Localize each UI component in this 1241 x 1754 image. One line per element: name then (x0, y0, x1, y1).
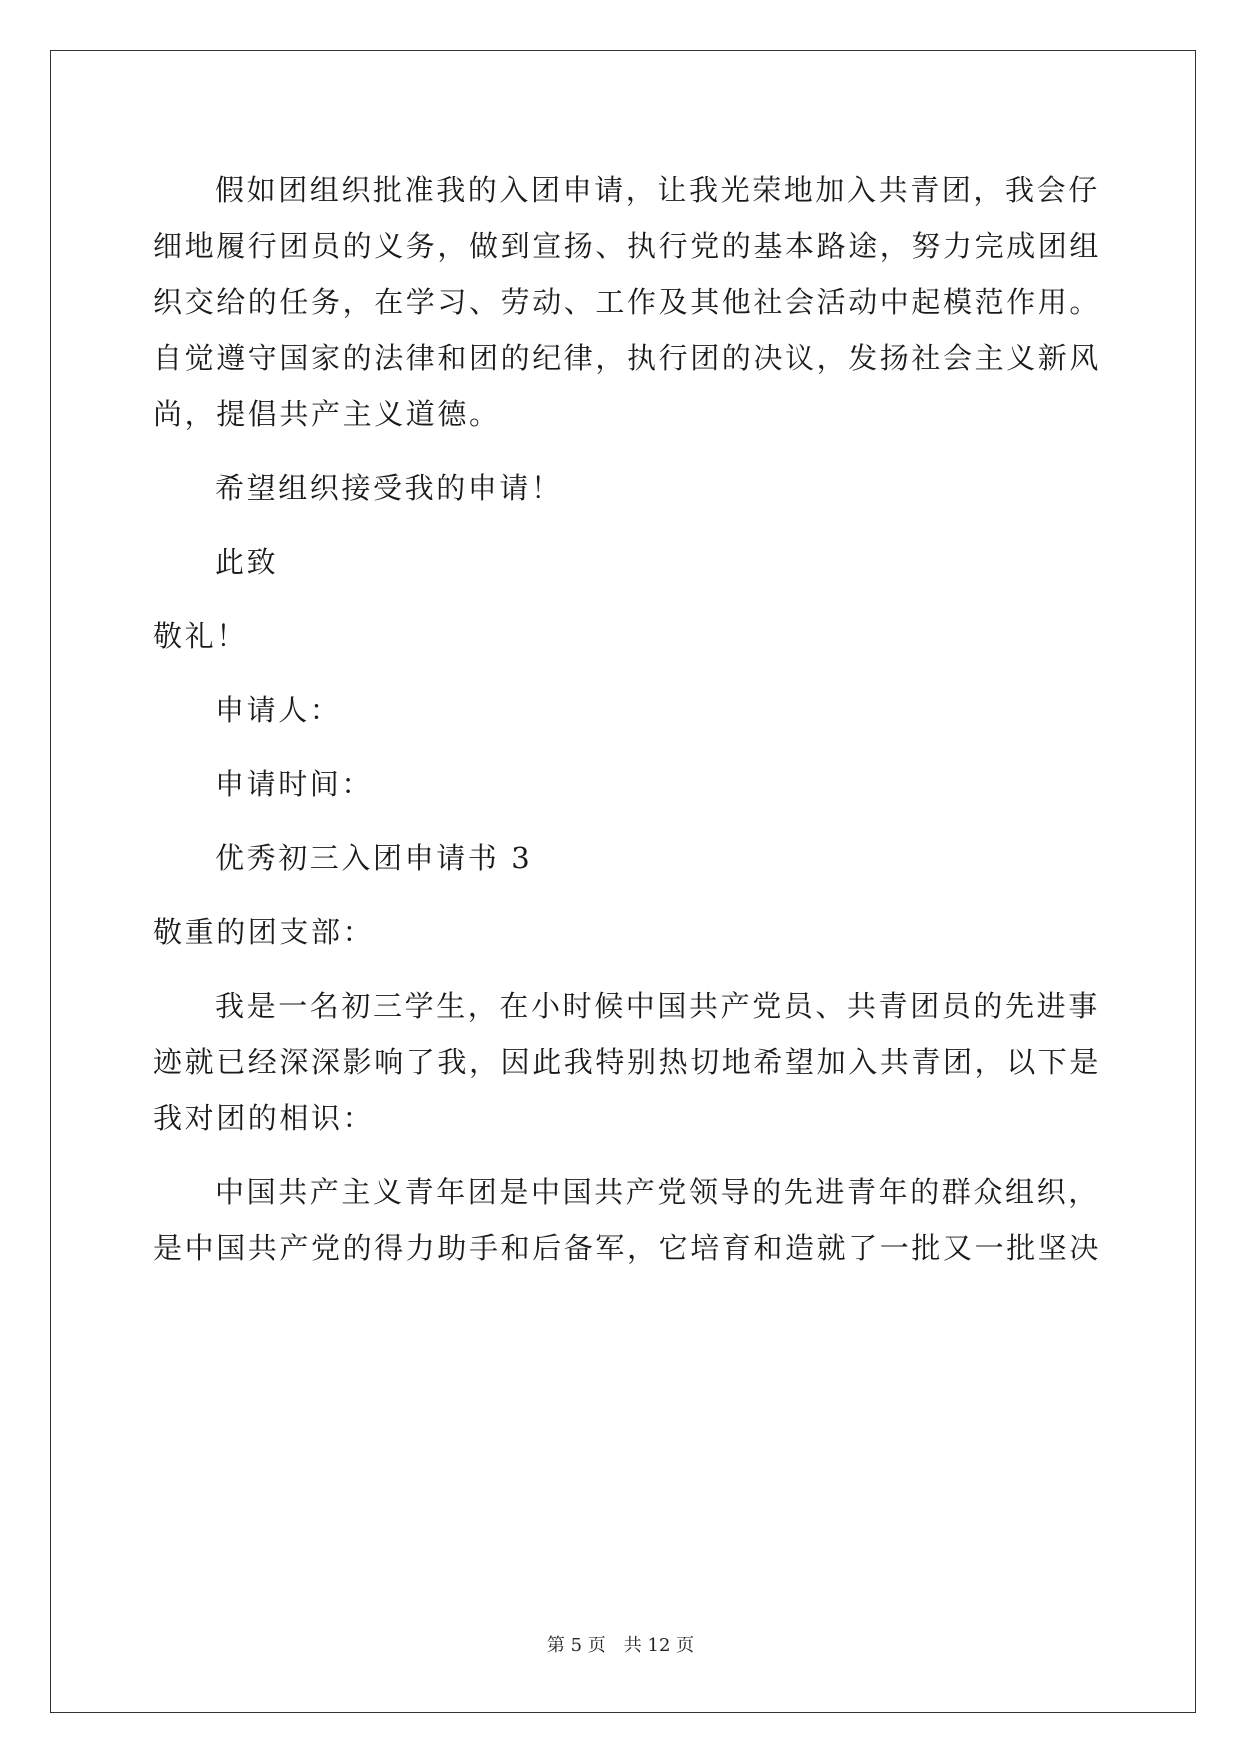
greeting-line: 敬重的团支部： (153, 915, 375, 949)
page-footer (0, 1634, 1241, 1658)
paragraph-line: 细地履行团员的义务，做到宣扬、执行党的基本路途，努力完成团组 (153, 229, 1102, 263)
paragraph-line: 迹就已经深深影响了我，因此我特别热切地希望加入共青团，以下是 (153, 1045, 1102, 1079)
paragraph-line: 假如团组织批准我的入团申请，让我光荣地加入共青团，我会仔 (215, 173, 1100, 207)
section-title: 优秀初三入团申请书 3 (215, 841, 533, 875)
paragraph-line: 希望组织接受我的申请！ (215, 471, 563, 505)
salutation-line: 此致 (215, 545, 279, 579)
paragraph-line: 中国共产主义青年团是中国共产党领导的先进青年的群众组织， (215, 1175, 1100, 1209)
paragraph-line: 是中国共产党的得力助手和后备军，它培育和造就了一批又一批坚决 (153, 1231, 1102, 1265)
paragraph-line: 织交给的任务，在学习、劳动、工作及其他社会活动中起模范作用。 (153, 285, 1102, 319)
applicant-line: 申请人： (215, 693, 342, 727)
paragraph-line: 尚，提倡共产主义道德。 (153, 397, 501, 431)
salutation-line: 敬礼！ (153, 619, 248, 653)
paragraph-line: 自觉遵守国家的法律和团的纪律，执行团的决议，发扬社会主义新风 (153, 341, 1102, 375)
application-time-line: 申请时间： (215, 767, 374, 801)
paragraph-line: 我是一名初三学生，在小时候中国共产党员、共青团员的先进事 (215, 989, 1100, 1023)
page-number-label: 第 5 页 共 12 页 (546, 1635, 695, 1656)
paragraph-line: 我对团的相识： (153, 1101, 375, 1135)
